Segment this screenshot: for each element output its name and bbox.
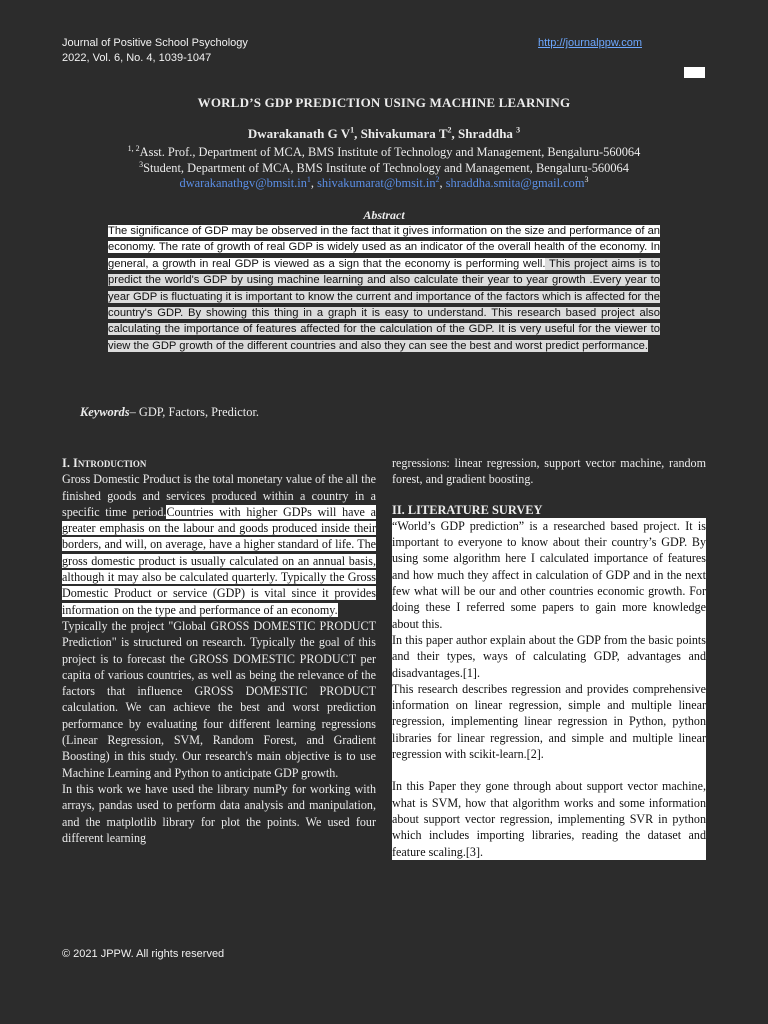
affiliation-2	[0, 160, 768, 176]
author-list	[0, 126, 768, 142]
journal-name: Journal of Positive School Psychology	[62, 37, 248, 49]
survey-paragraph-2: In this paper author explain about the GDP from the basic points and their types, ways of calculating GDP, advantages and disadvantages.[1].	[392, 632, 706, 680]
section-1-number: I.	[62, 456, 70, 470]
author-2-sup: 2	[447, 125, 452, 135]
affiliation-2-text: Student, Department of MCA, BMS Institute of Technology and Management, Bengaluru-560064	[143, 161, 629, 175]
keywords-text: – GDP, Factors, Predictor.	[129, 405, 259, 419]
email-2-sup: 2	[435, 174, 440, 184]
author-1: Dwarakanath G V	[247, 126, 351, 141]
white-mark-box	[684, 67, 705, 78]
section-2-number: II.	[392, 502, 405, 517]
author-3-sup: 3	[516, 125, 521, 135]
keywords-label: Keywords	[80, 405, 130, 419]
journal-citation: 2022, Vol. 6, No. 4, 1039-1047	[62, 52, 212, 64]
affiliation-1-text: Asst. Prof., Department of MCA, BMS Institute of Technology and Management, Bengaluru-560064	[139, 145, 641, 159]
paragraph-gap	[392, 762, 706, 778]
left-column	[62, 455, 376, 846]
section-1-title: Introduction	[73, 456, 147, 470]
email-3-link[interactable]: shraddha.smita@gmail.com	[445, 176, 585, 190]
email-1-sup: 1	[306, 174, 311, 184]
abstract-heading: Abstract	[363, 208, 405, 222]
abstract-body	[108, 223, 660, 354]
paper-title: WORLD’S GDP PREDICTION USING MACHINE LEARNING	[197, 95, 571, 110]
intro-paragraph-1	[62, 471, 376, 618]
intro-continuation: regressions: linear regression, support vector machine, random forest, and gradient boosting.	[392, 456, 706, 487]
affiliation-1	[0, 144, 768, 160]
intro-paragraph-3: In this work we have used the library numPy for working with arrays, pandas used to perform data analysis and manipulation, and the matplotlib library for plot the points. We used four different learning	[62, 781, 376, 845]
email-separator-1: ,	[310, 176, 318, 190]
email-3-sup: 3	[584, 174, 589, 184]
abstract-highlight-1: The significance of GDP may be observed in the fact that it gives information on the size and performance of an economy. The rate of growth of real GDP is widely used as an indicator of the overall health of the economy. In general, a growth in real GDP is viewed as a sign that the economy is performing well.	[108, 225, 661, 270]
survey-paragraph-4: In this Paper they gone through about support vector machine, what is SVM, how that algorithm works and some information about support vector regression, implementing SVR in python which includes importing libraries, reading the dataset and feature scaling.[3].	[392, 779, 706, 859]
copyright-footer: © 2021 JPPW. All rights reserved	[62, 948, 225, 960]
literature-survey-highlight	[392, 518, 706, 860]
affiliation-2-sup: 3	[139, 159, 144, 169]
section-2-heading	[392, 502, 706, 518]
abstract-highlight-2: This project aims is to predict the world's GDP by using machine learning and also calculate their year to year growth .Every year to year GDP is fluctuating it is important to know the current and importance of the factors which is affected for the country's GDP. By showing this thing in a graph it is easy to understand. This research based project also calculating the importance of features affected for the calculation of the GDP. It is very useful for the viewer to view the GDP growth of the different countries and also they can see the best and worst predict performance.	[108, 257, 660, 352]
email-list	[0, 176, 768, 191]
email-separator-2: ,	[439, 176, 446, 190]
intro-paragraph-1b: Countries with higher GDPs will have a greater emphasis on the labour and goods produced inside their borders, and will, on average, have a higher standard of life. The gross domestic product is usually calculated on an annual basis, although it may also be calculated quarterly. Typically the Gross Domestic Product or service (GDP) is vital since it provides information on the type and performance of an economy.	[62, 504, 376, 617]
author-1-sup: 1	[350, 125, 355, 135]
author-2: , Shivakumara T	[354, 126, 448, 141]
email-2-link[interactable]: shivakumarat@bmsit.in	[317, 176, 436, 190]
right-column	[392, 455, 706, 860]
running-header	[62, 36, 702, 66]
affiliation-1-sup: 1, 2	[127, 143, 140, 153]
keywords-line	[80, 405, 259, 420]
journal-url-link[interactable]: http://journalppw.com	[538, 37, 642, 49]
intro-paragraph-1a: Gross Domestic Product is the total monetary value of the all the finished goods and services produced within a country in a specific time period.	[62, 472, 376, 519]
section-1-heading	[62, 455, 376, 471]
email-1-link[interactable]: dwarakanathgv@bmsit.in	[179, 176, 307, 190]
author-3: , Shraddha	[451, 126, 517, 141]
intro-paragraph-2: Typically the project "Global GROSS DOMESTIC PRODUCT Prediction" is structured on research. Typically the goal of this project is to forecast the GROSS DOMESTIC PRODUCT per capita of various countries, as well as being the relevance of the factors that influence GROSS DOMESTIC PRODUCT calculation. We can achieve the best and worst prediction performance by evaluating four different learning regressions (Linear Regression, SVM, Random Forest, and Gradient Boosting) in this study. Our research's main objective is to use Machine Learning and Python to anticipate GDP growth.	[62, 618, 376, 780]
section-2-title: LITERATURE SURVEY	[407, 502, 543, 517]
survey-paragraph-3: This research describes regression and provides comprehensive information on linear regression, simple and multiple linear regression, implementing linear regression in Python, python libraries for linear regression, and simple and multiple linear regression with scikit-learn.[2].	[392, 681, 706, 762]
survey-paragraph-1: “World’s GDP prediction” is a researched based project. It is important to everyone to know about their country’s GDP. By using some algorithm here I calculated importance of features and how much they affect in calculation of GDP and in the next few what will be our and other countries economic growth. For doing these I referred some papers to gain more knowledge about this.	[392, 518, 706, 631]
